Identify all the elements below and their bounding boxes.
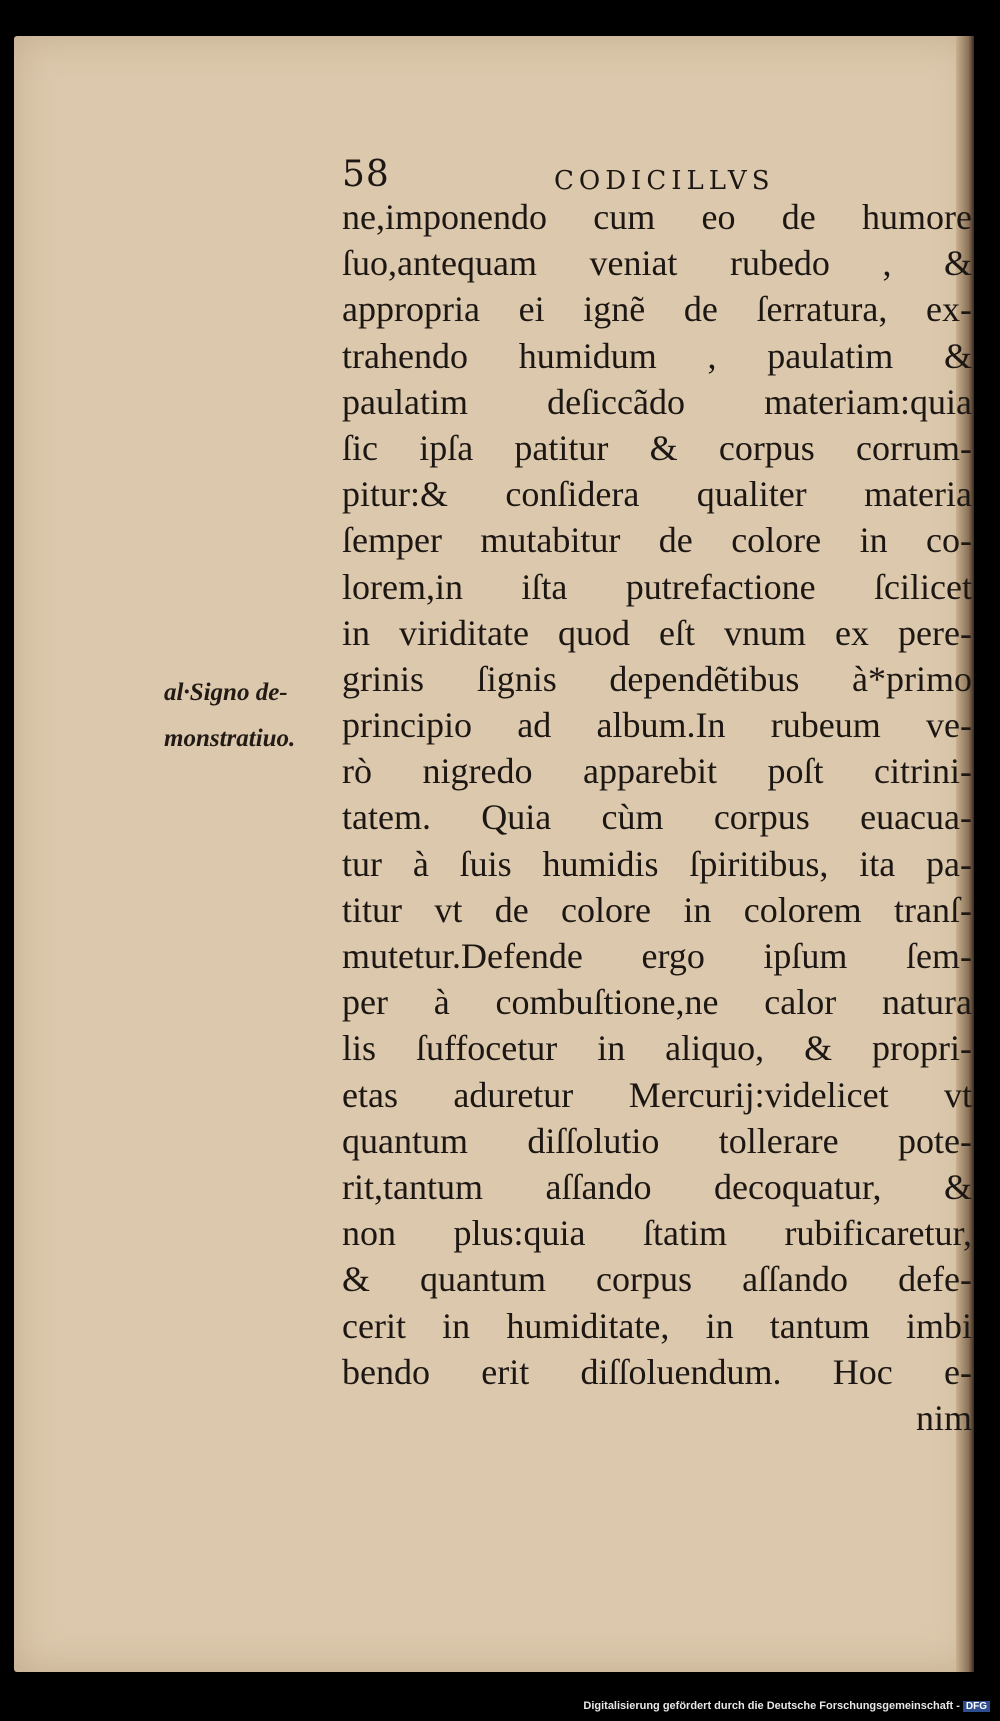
page-number: 58 <box>342 154 390 195</box>
digitization-credit <box>583 1700 990 1712</box>
catchword: nim <box>915 1397 972 1438</box>
text-line: cerit in humiditate, in tantum imbi <box>342 1305 972 1346</box>
text-line: in viriditate quod eſt vnum ex pere- <box>342 612 972 653</box>
text-line: ſuo,antequam veniat rubedo , & <box>342 243 972 284</box>
text-line: non plus:quia ſtatim rubificaretur, <box>342 1213 972 1254</box>
running-head: CODICILLVS <box>554 166 775 196</box>
text-line: paulatim deſiccãdo materiam:quia <box>342 381 972 422</box>
text-line: & quantum corpus aſſando defe- <box>342 1259 972 1300</box>
marginal-note <box>164 670 344 762</box>
page-header <box>14 126 974 196</box>
text-line: mutetur.Defende ergo ipſum ſem- <box>342 936 972 976</box>
text-line: trahendo humidum , paulatim & <box>342 335 972 376</box>
text-line: principio ad album.In rubeum ve- <box>342 705 972 746</box>
text-line: etas aduretur Mercurij:videlicet vt <box>342 1074 972 1115</box>
dfg-logo: DFG <box>963 1701 990 1712</box>
text-line: bendo erit diſſoluendum. Hoc e- <box>342 1351 972 1392</box>
text-line: tur à ſuis humidis ſpiritibus, ita pa- <box>342 843 972 884</box>
text-line: quantum diſſolutio tollerare pote- <box>342 1120 972 1161</box>
text-line: titur vt de colore in colorem tranſ- <box>342 889 972 930</box>
text-line: pitur:& conſidera qualiter materia <box>342 474 972 515</box>
text-line: appropria ei ignẽ de ſerratura, ex- <box>342 289 972 330</box>
text-line: lis ſuffocetur in aliquo, & propri- <box>342 1028 972 1069</box>
text-line: grinis ſignis dependẽtibus à*primo <box>342 658 972 699</box>
footer-text: Digitalisierung gefördert durch die Deutsche Forschungsgemeinschaft - <box>583 1700 960 1712</box>
text-line: rit,tantum aſſando decoquatur, & <box>342 1166 972 1207</box>
book-page <box>14 36 974 1672</box>
text-line: ſemper mutabitur de colore in co- <box>342 520 972 561</box>
body-text <box>342 194 972 1441</box>
marginal-note-line: monstratiuo. <box>164 725 296 752</box>
text-line: per à combuſtione,ne calor natura <box>342 982 972 1023</box>
text-line: rò nigredo apparebit poſt citrini- <box>342 751 972 792</box>
text-line: ne,imponendo cum eo de humore <box>342 197 972 237</box>
text-line: tatem. Quia cùm corpus euacua- <box>342 797 972 838</box>
text-line: ſic ipſa patitur & corpus corrum- <box>342 427 972 468</box>
text-line: lorem,in iſta putrefactione ſcilicet <box>342 566 972 607</box>
marginal-note-line: al·Signo de- <box>164 679 288 706</box>
